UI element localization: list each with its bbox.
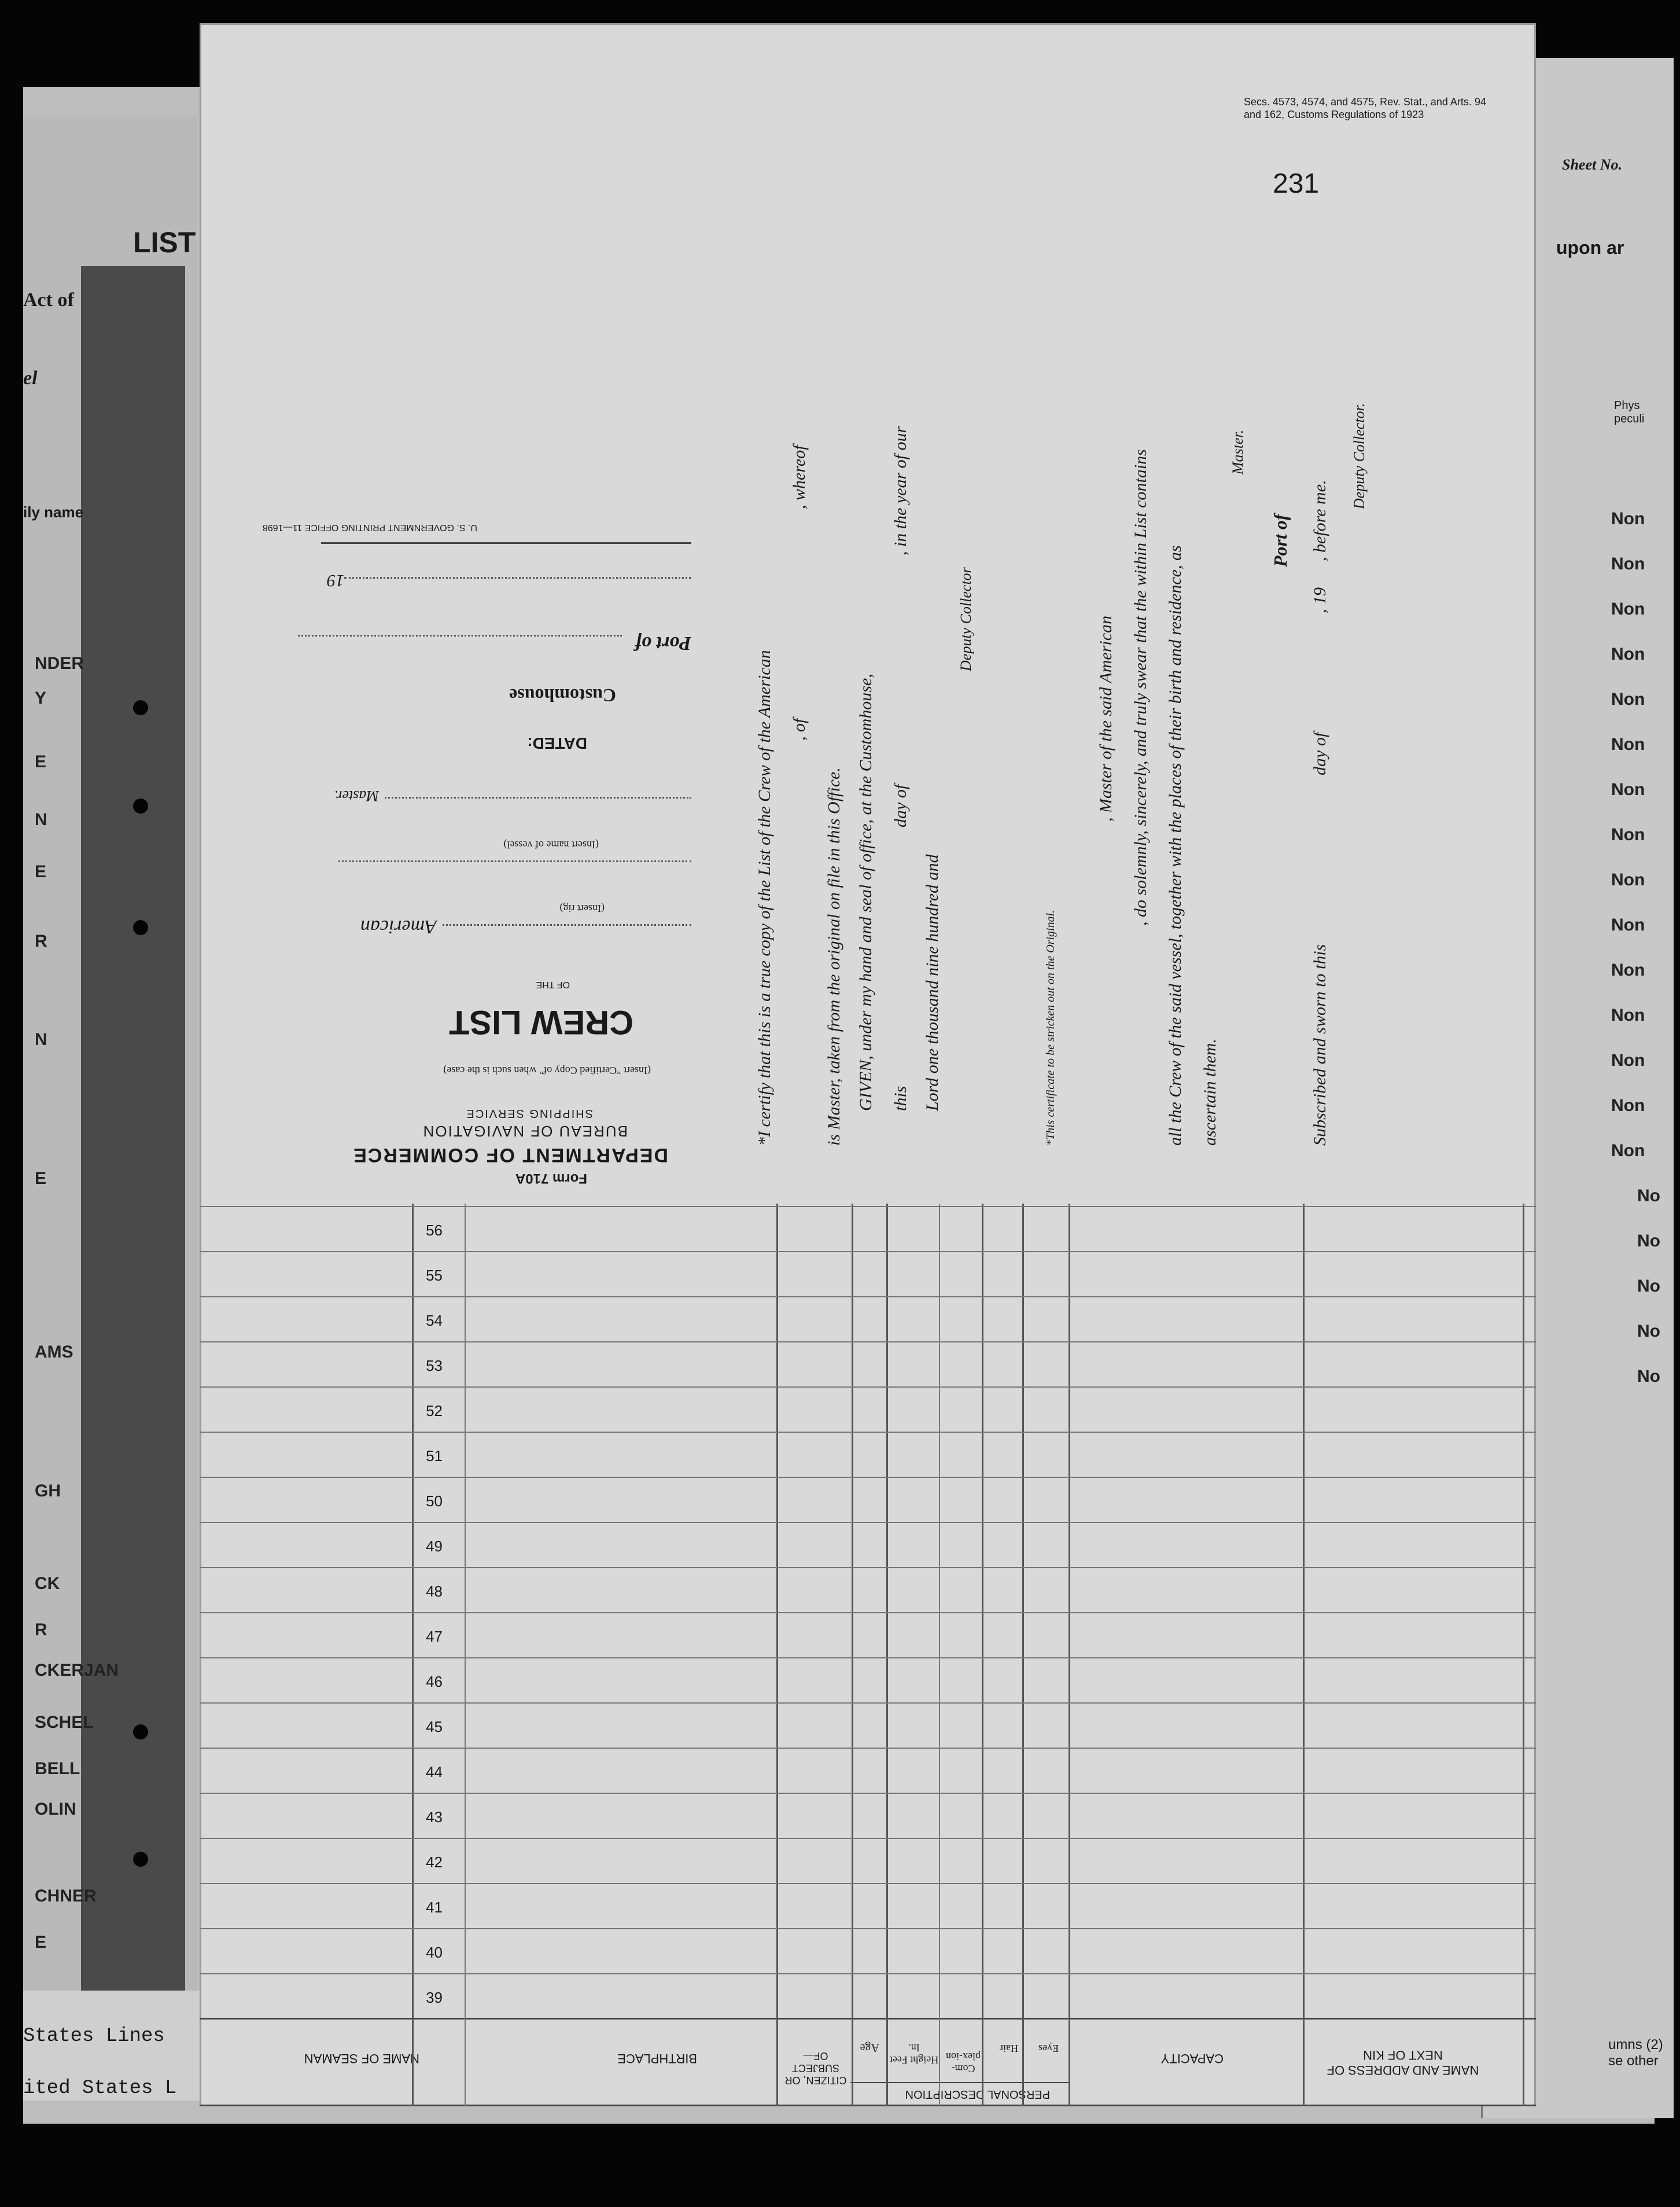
header-next-of-kin: NAME AND ADDRESS OF NEXT OF KIN	[1327, 2048, 1479, 2077]
row-number: 47	[426, 1628, 443, 1645]
header-complexion: Com-plex-ion	[946, 2051, 981, 2074]
left-sheet-name: N	[35, 1030, 47, 1049]
row-number: 44	[426, 1763, 443, 1781]
header-birthplace: BIRTHPLACE	[617, 2051, 697, 2066]
sheet-no-label: Sheet No.	[1562, 156, 1622, 173]
certificate-this: this	[891, 1086, 910, 1111]
row-number: 49	[426, 1537, 443, 1555]
certificate-whereof: , whereof	[790, 445, 809, 509]
row-number: 51	[426, 1447, 443, 1465]
right-sheet-value: Non	[1611, 780, 1645, 799]
left-sheet-name: N	[35, 810, 47, 829]
punch-hole	[133, 1724, 148, 1739]
table-row	[200, 1432, 1536, 1433]
column-rule	[982, 1204, 983, 2106]
dated-label: DATED:	[527, 734, 587, 752]
header-age: Age	[860, 2042, 879, 2054]
right-sheet-value: Non	[1611, 690, 1645, 709]
row-number: 46	[426, 1673, 443, 1690]
crew-list-form-rotated	[200, 23, 1536, 2106]
oath-port-label: Port of	[1270, 514, 1291, 567]
service-title: SHIPPING SERVICE	[465, 1107, 593, 1120]
insert-vessel-note: (Insert name of vessel)	[503, 839, 599, 851]
oath-block	[1096, 46, 1409, 1146]
column-rule	[465, 1204, 466, 2106]
row-number: 52	[426, 1402, 443, 1419]
left-sheet-name: Y	[35, 689, 47, 708]
master-line	[385, 797, 691, 799]
left-bottom-text-1: States Lines	[23, 2025, 165, 2047]
certificate-footnote: *This certificate to be stricken out on the Original.	[1044, 910, 1057, 1146]
form-number: Form 710A	[515, 1171, 587, 1186]
punch-hole	[133, 1852, 148, 1867]
vessel-name-line	[338, 860, 691, 862]
right-sheet-value: Non	[1611, 554, 1645, 573]
list-title: LIST	[133, 226, 196, 259]
right-sheet-value: Non	[1611, 961, 1645, 980]
row-number: 41	[426, 1899, 443, 1916]
left-sheet-name: E	[35, 1169, 47, 1188]
right-sheet-value: Non	[1611, 915, 1645, 935]
right-sheet-value: Non	[1611, 825, 1645, 844]
column-rule	[886, 1204, 888, 2106]
left-sheet-name: R	[35, 932, 47, 951]
column-rule	[852, 1204, 853, 2106]
left-sheet-name: R	[35, 1620, 47, 1639]
punch-hole	[133, 700, 148, 715]
row-number: 55	[426, 1267, 443, 1284]
column-rule	[1303, 1204, 1305, 2106]
header-capacity: CAPACITY	[1160, 2051, 1224, 2066]
left-sheet-name: SCHEL	[35, 1713, 94, 1732]
left-sheet-name: CHNER	[35, 1886, 97, 1906]
year-19-label: 19	[327, 571, 344, 590]
table-row	[200, 1477, 1536, 1478]
table-top-rule	[200, 2105, 1536, 2106]
table-row	[200, 1206, 1536, 1207]
left-sheet-name: BELL	[35, 1759, 80, 1778]
right-sheet-value: No	[1637, 1367, 1660, 1386]
row-number: 50	[426, 1492, 443, 1510]
printing-office-note: U. S. GOVERNMENT PRINTING OFFICE 11—1698	[262, 523, 477, 532]
table-row	[200, 1838, 1536, 1839]
personal-description-rule	[850, 2082, 1070, 2083]
right-sheet-value: Non	[1611, 870, 1645, 889]
oath-line-2: , do solemnly, sincerely, and truly swear that the within List contains	[1131, 449, 1150, 926]
header-citizen: CITIZEN, OR SUBJECT OF—	[784, 2050, 847, 2086]
punch-hole	[133, 799, 148, 814]
oath-deputy-collector: Deputy Collector.	[1351, 403, 1368, 509]
certificate-lord: Lord one thousand nine hundred and	[923, 854, 942, 1111]
row-number: 39	[426, 1989, 443, 2006]
table-row	[200, 1612, 1536, 1613]
table-row	[200, 1702, 1536, 1704]
physical-peculiarities-header: Phys peculi	[1614, 399, 1645, 425]
crew-table	[200, 1204, 1536, 2106]
left-sheet-name: NDER	[35, 654, 84, 673]
table-row	[200, 1793, 1536, 1794]
right-sheet-value: Non	[1611, 1141, 1645, 1160]
table-row	[200, 1973, 1536, 1974]
insert-rig-note: (Insert rig)	[559, 903, 605, 914]
oath-subscribed: Subscribed and sworn to this	[1310, 944, 1329, 1146]
oath-line-1: , Master of the said American	[1096, 615, 1115, 822]
header-name-of-seaman: NAME OF SEAMAN	[304, 2051, 419, 2066]
table-row	[200, 1928, 1536, 1929]
table-row	[200, 1251, 1536, 1252]
customhouse-label: Customhouse	[509, 685, 616, 706]
left-sheet-name: CKERJAN	[35, 1661, 119, 1680]
certified-copy-note: (Insert "Certified Copy of" when such is the case)	[443, 1065, 651, 1076]
left-sheet-name: GH	[35, 1481, 61, 1500]
certificate-deputy-collector: Deputy Collector	[957, 567, 974, 671]
binding-strip	[81, 266, 185, 2008]
certificate-of: , of	[790, 718, 809, 741]
department-title: DEPARTMENT OF COMMERCE	[352, 1144, 668, 1166]
left-sheet-name: E	[35, 752, 47, 771]
left-sheet-name: AMS	[35, 1342, 73, 1362]
table-row	[200, 1522, 1536, 1523]
right-sheet-value: No	[1637, 1231, 1660, 1250]
rig-line	[443, 924, 691, 926]
row-number: 42	[426, 1853, 443, 1871]
right-sheet-value: No	[1637, 1277, 1660, 1296]
right-sheet-value: Non	[1611, 599, 1645, 619]
column-rule	[1069, 1204, 1070, 2106]
column-rule	[1523, 1204, 1524, 2106]
table-row	[200, 1748, 1536, 1749]
right-sheet-value: Non	[1611, 1006, 1645, 1025]
of-the-label: OF THE	[536, 980, 570, 990]
oath-before-me: , before me.	[1310, 480, 1329, 561]
header-height: Height Feet In.	[889, 2042, 939, 2066]
right-sheet-value: Non	[1611, 645, 1645, 664]
certificate-line-2: is Master, taken from the original on file in this Office.	[824, 767, 843, 1146]
left-bottom-text-2: ited States L	[23, 2077, 177, 2099]
table-row	[200, 1386, 1536, 1388]
row-number: 56	[426, 1222, 443, 1239]
oath-line-3: all the Crew of the said vessel, together with the places of their birth and residence, as	[1166, 545, 1185, 1146]
left-sheet-name: E	[35, 1933, 47, 1952]
crew-list-title: CREW LIST	[449, 1003, 633, 1041]
column-rule	[1022, 1204, 1024, 2106]
right-sheet-value: Non	[1611, 1051, 1645, 1070]
certificate-line-3: GIVEN, under my hand and seal of office, at the Customhouse,	[856, 674, 875, 1111]
family-name-header: ily name	[23, 503, 84, 521]
master-label: Master.	[334, 788, 379, 804]
left-sheet-name: OLIN	[35, 1800, 76, 1819]
right-sheet-value: Non	[1611, 735, 1645, 754]
certificate-line-1: *I certify that this is a true copy of the List of the Crew of the American	[755, 650, 774, 1146]
oath-master-label: Master.	[1229, 429, 1246, 474]
table-row	[200, 1296, 1536, 1297]
date-line	[344, 577, 691, 579]
certificate-in-year: , in the year of our	[891, 426, 910, 556]
act-of-label: Act of	[23, 289, 74, 311]
column-rule	[776, 1204, 778, 2106]
column-rule	[939, 1204, 940, 2106]
row-number: 48	[426, 1583, 443, 1600]
row-number: 40	[426, 1944, 443, 1961]
left-sheet-name: CK	[35, 1574, 60, 1593]
table-header-rule	[200, 2018, 1536, 2020]
certificate-day-of: day of	[891, 784, 910, 827]
table-row	[200, 1883, 1536, 1884]
header-personal-description: PERSONAL DESCRIPTION	[905, 2088, 1050, 2101]
row-number: 53	[426, 1357, 443, 1374]
crew-list-form	[200, 23, 1536, 2106]
header-eyes: Eyes	[1038, 2043, 1059, 2054]
oath-year: , 19	[1310, 587, 1329, 613]
right-sheet-value: Non	[1611, 1096, 1645, 1115]
column-rule	[412, 1204, 414, 2106]
right-sheet-value: No	[1637, 1186, 1660, 1205]
header-hair: Hair	[1000, 2043, 1018, 2054]
stamp-number: 231	[1273, 168, 1320, 199]
row-number: 43	[426, 1808, 443, 1826]
row-number: 45	[426, 1718, 443, 1735]
oath-line-4: ascertain them.	[1200, 1039, 1220, 1146]
cover-rule	[321, 542, 691, 544]
upon-arrival-text: upon ar	[1556, 237, 1624, 258]
bureau-title: BUREAU OF NAVIGATION	[422, 1123, 628, 1140]
left-sheet-name: E	[35, 862, 47, 881]
port-line	[298, 635, 622, 637]
table-row	[200, 1657, 1536, 1658]
american-label: American	[360, 916, 437, 937]
right-sheet-value: No	[1637, 1322, 1660, 1341]
right-footnote: umns (2) se other	[1608, 2037, 1663, 2069]
table-row	[200, 1567, 1536, 1568]
statute-note: Secs. 4573, 4574, and 4575, Rev. Stat., and Arts. 94 and 162, Customs Regulations of 1923	[1244, 96, 1486, 120]
vessel-label: el	[23, 367, 38, 389]
port-of-label: Port of	[635, 632, 691, 654]
certificate-block	[755, 46, 1079, 1146]
table-row	[200, 1341, 1536, 1342]
oath-day-of: day of	[1310, 732, 1329, 775]
right-sheet-value: Non	[1611, 509, 1645, 528]
punch-hole	[133, 920, 148, 935]
row-number: 54	[426, 1312, 443, 1329]
